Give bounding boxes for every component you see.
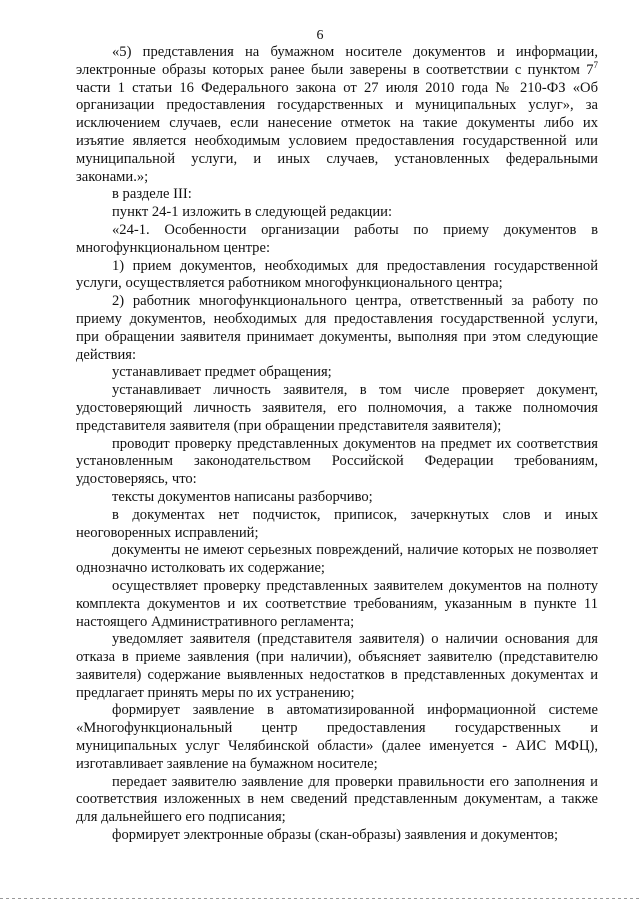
paragraph: 2) работник многофункционального центра, ответственный за работу по приему документов, необходимых для предоставления государственной услуги, при обращении заявителя принимает документы, выполняя при этом следующие действия:	[76, 293, 598, 363]
paragraph: устанавливает личность заявителя, в том числе проверяет документ, удостоверяющий личность заявителя, его полномочия, а также полномочия представителя заявителя (при обращении представителя заявителя);	[76, 382, 598, 434]
paragraph: формирует электронные образы (скан-образы) заявления и документов;	[112, 827, 559, 844]
paragraph-text: «5) представления на бумажном носителе документов и информации, электронные образы которых ранее были заверены в соответствии с пунктом 7	[76, 44, 598, 78]
footer-divider	[0, 898, 640, 899]
paragraph-continuation: части 1 статьи 16 Федерального закона от 27 июля 2010 года № 210-ФЗ «Об организации предоставления государственных и муниципальных услуг», за исключением случаев, если нанесение отметок на такие документы либо их изъятие является необходимым условием предоставления государственной или муниципальной услуги, и иных случаев, установленных федеральными законами.»;	[76, 79, 598, 185]
paragraph: передает заявителю заявление для проверки правильности его заполнения и соответствия изложенных в нем сведений представленным документам, а также для дальнейшего его подписания;	[76, 773, 598, 826]
paragraph: в разделе III:	[112, 186, 192, 203]
paragraph: осуществляет проверку представленных заявителем документов на полноту комплекта документов и их соответствие требованиям, указанным в пункте 11 настоящего Административного регламента;	[76, 577, 598, 630]
paragraph: 1) прием документов, необходимых для предоставления государственной услуги, осуществляется работником многофункционального центра;	[76, 257, 598, 292]
document-body	[76, 44, 598, 845]
paragraph	[76, 44, 598, 186]
paragraph: пункт 24-1 изложить в следующей редакции:	[112, 204, 393, 221]
paragraph: устанавливает предмет обращения;	[112, 364, 332, 381]
footnote-superscript: 7	[593, 59, 598, 70]
paragraph: документы не имеют серьезных повреждений, наличие которых не позволяет однозначно истолковать их содержание;	[76, 542, 598, 577]
paragraph: «24-1. Особенности организации работы по приему документов в многофункциональном центре:	[76, 221, 598, 256]
paragraph: в документах нет подчисток, приписок, зачеркнутых слов и иных неоговоренных исправлений;	[76, 506, 598, 541]
paragraph: формирует заявление в автоматизированной информационной системе «Многофункциональный центр предоставления государственных и муниципальных услуг Челябинской области» (далее именуется - АИС МФЦ), изготавливает заявление на бумажном носителе;	[76, 702, 598, 772]
page-number: 6	[316, 28, 324, 43]
paragraph: проводит проверку представленных документов на предмет их соответствия установленным законодательством Российской Федерации требованиям, удостоверяясь, что:	[76, 435, 598, 488]
paragraph: уведомляет заявителя (представителя заявителя) о наличии основания для отказа в приеме заявления (при наличии), объясняет заявителю (представителю заявителя) содержание выявленных недостатков в представленных документах и предлагает принять меры по их устранению;	[76, 631, 598, 701]
paragraph: тексты документов написаны разборчиво;	[112, 488, 373, 505]
